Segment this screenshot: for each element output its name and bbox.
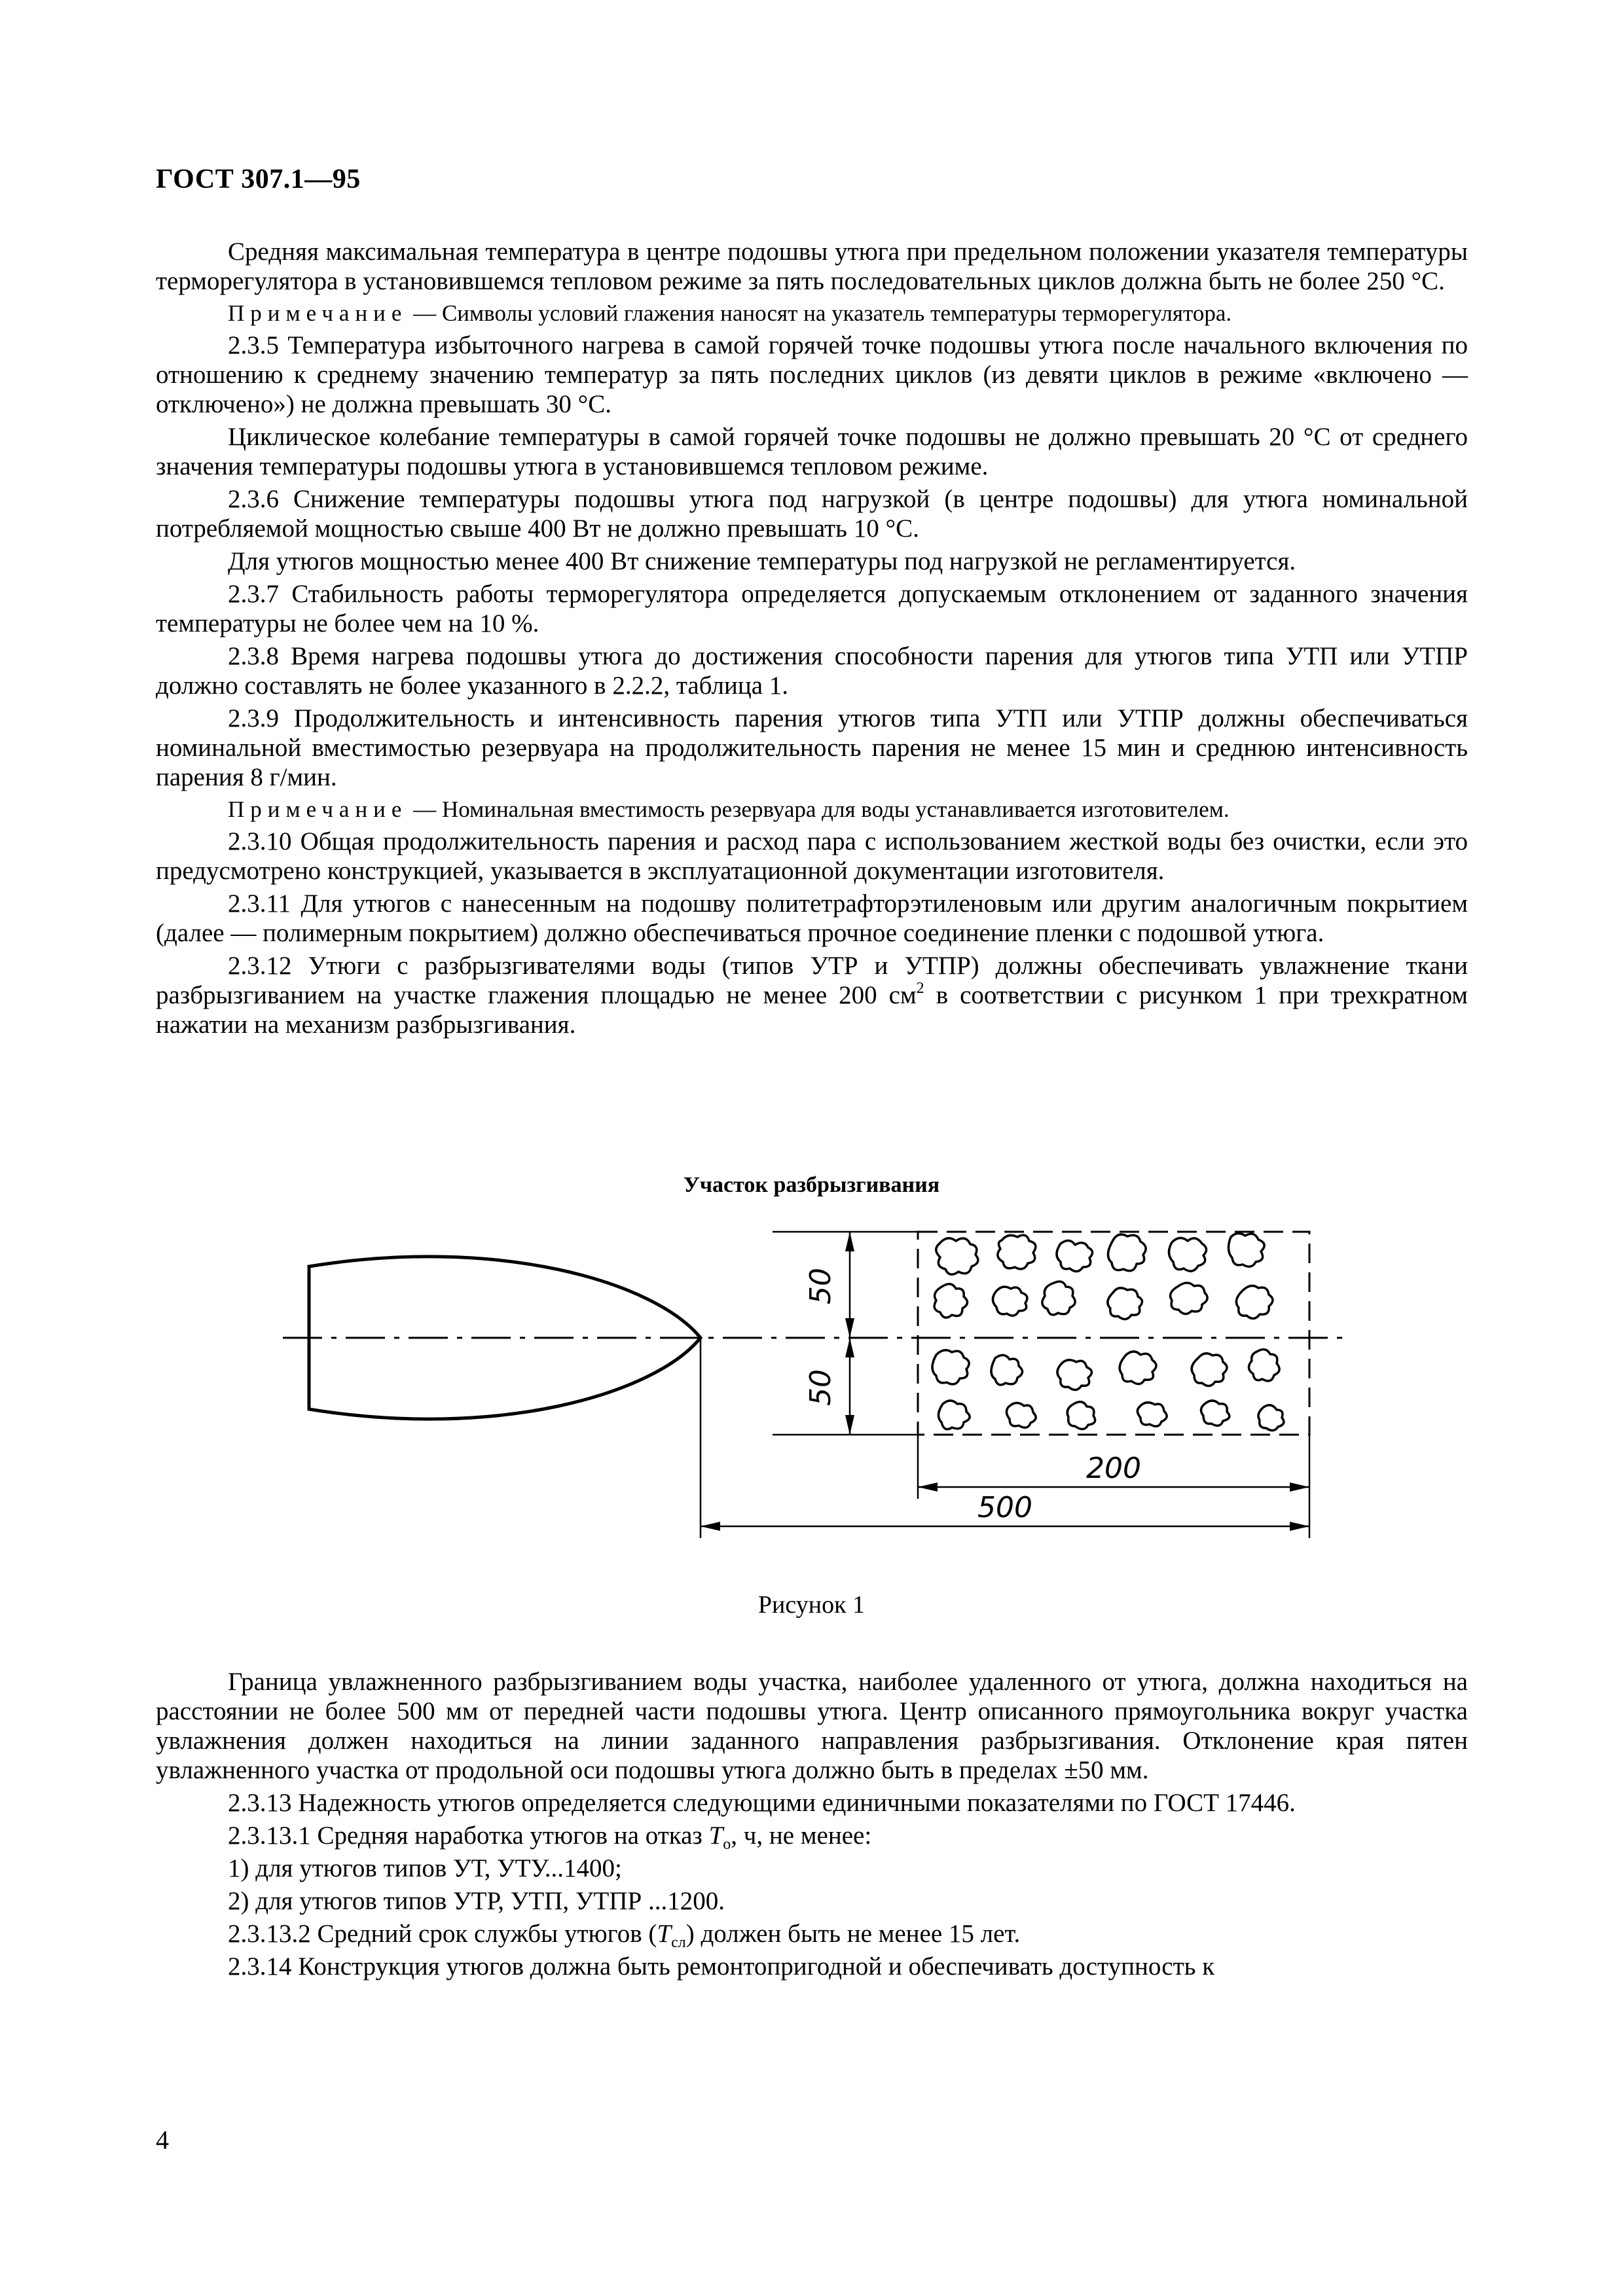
- paragraph-2-3-6: 2.3.6 Снижение температуры подошвы утюга под нагрузкой (в центре подошвы) для утюга номинальной потребляемой мощностью свыше 400 Вт не должно превышать 10 °С.: [156, 485, 1468, 543]
- note-text: — Номинальная вместимость резервуара для воды устанавливается изготовителем.: [407, 797, 1230, 822]
- arrow-head: [845, 1232, 854, 1251]
- note-label: Примечание: [228, 797, 408, 822]
- spray-spot: [1042, 1282, 1075, 1315]
- spray-spot: [936, 1238, 978, 1274]
- dimension-label-bottom: 50: [804, 1369, 837, 1406]
- spray-spot: [1120, 1352, 1156, 1384]
- figure-caption: Рисунок 1: [757, 1591, 866, 1619]
- variable: Т: [708, 1821, 723, 1850]
- spray-spot: [1108, 1234, 1146, 1271]
- spray-spot: [1067, 1402, 1095, 1429]
- page-number: 4: [156, 2125, 169, 2155]
- note-text: — Символы условий глажения наносят на указатель температуры терморегулятора.: [407, 300, 1232, 326]
- text-span: 2.3.13.1 Средняя наработка утюгов на отказ: [228, 1821, 709, 1850]
- list-item: 1) для утюгов типов УТ, УТУ...1400;: [228, 1854, 622, 1882]
- note-label: Примечание: [228, 300, 408, 326]
- paragraph-2-3-13-2: [156, 1919, 1468, 1951]
- paragraph-2-3-8: 2.3.8 Время нагрева подошвы утюга до достижения способности парения для утюгов типа УТП или УТПР должно составлять не более указанного в 2.2.2, таблица 1.: [156, 642, 1468, 700]
- paragraph-2-3-7: 2.3.7 Стабильность работы терморегулятора определяется допускаемым отклонением от заданного значения температуры не более чем на 10 %.: [156, 580, 1468, 637]
- text-span: 2.3.13.2 Средний срок службы утюгов (: [228, 1920, 657, 1948]
- paragraph-2-3-11: 2.3.11 Для утюгов с нанесенным на подошву политетрафторэтиленовым или другим аналогичным покрытием (далее — полимерным покрытием) должно обеспечиваться прочное соединение пленки с подошвой утюга.: [156, 889, 1468, 947]
- arrow-head: [845, 1338, 854, 1357]
- paragraph: Циклическое колебание температуры в самой горячей точке подошвы не должно превышать 20 °С от среднего значения температуры подошвы утюга в установившемся тепловом режиме.: [156, 423, 1468, 480]
- paragraph: Граница увлажненного разбрызгиванием воды участка, наиболее удаленного от утюга, должна находиться на расстоянии не более 500 мм от передней части подошвы утюга. Центр описанного прямоугольника вокруг участка увлажнения должен находиться на линии заданного направления разбрызгивания. Отклонение края пятен увлажненного участка от продольной оси подошвы утюга должно быть в пределах ±50 мм.: [156, 1668, 1468, 1784]
- text-span: 2.3.12 Утюги с разбрызгивателями воды (типов УТР и УТПР) должны обеспечивать увлажнение ткани разбрызгиванием на участке глажения площадью не менее 200 см: [156, 952, 1468, 1009]
- spray-spot: [934, 1284, 967, 1318]
- paragraph: Для утюгов мощностью менее 400 Вт снижение температуры под нагрузкой не регламентируется.: [228, 547, 1296, 575]
- spray-spot: [1057, 1240, 1093, 1271]
- spray-spot: [991, 1355, 1023, 1384]
- paragraph-2-3-13-1: [156, 1821, 1468, 1853]
- paragraph-2-3-13: 2.3.13 Надежность утюгов определяется следующими единичными показателями по ГОСТ 17446.: [228, 1789, 1296, 1817]
- variable: Т: [657, 1920, 672, 1948]
- spray-spots: [932, 1233, 1284, 1430]
- paragraph-2-3-5: 2.3.5 Температура избыточного нагрева в самой горячей точке подошвы утюга после начального включения по отношению к среднему значению температур за пять последних циклов (из девяти циклов в режиме «включено — отключено») не должна превышать 30 °С.: [156, 331, 1468, 418]
- spray-spot: [1171, 1283, 1208, 1314]
- spray-spot: [1228, 1233, 1264, 1266]
- spray-spot: [1192, 1354, 1227, 1386]
- subscript: сл: [671, 1934, 686, 1951]
- dimension-label-width: 200: [1086, 1452, 1141, 1485]
- document-header: ГОСТ 307.1—95: [156, 164, 361, 194]
- subscript: о: [723, 1836, 731, 1853]
- arrow-head: [1290, 1522, 1309, 1531]
- spray-spot: [932, 1350, 969, 1384]
- text-span: в соответствии с рисунком 1 при трехкратном нажатии на механизм разбрызгивания.: [156, 981, 1468, 1039]
- spray-spot: [1236, 1285, 1273, 1318]
- spray-spot: [1057, 1360, 1092, 1390]
- list-item: 2) для утюгов типов УТР, УТП, УТПР ...1200.: [228, 1887, 725, 1915]
- text-block-bottom: [156, 1667, 1468, 1984]
- figure-title: Участок разбрызгивания: [683, 1173, 940, 1197]
- text-span: , ч, не менее:: [731, 1821, 872, 1850]
- spray-spot: [1201, 1401, 1229, 1426]
- arrow-head: [701, 1522, 720, 1531]
- spray-spot: [1006, 1403, 1036, 1427]
- spray-spot: [998, 1235, 1036, 1269]
- paragraph-2-3-9: 2.3.9 Продолжительность и интенсивность парения утюгов типа УТП или УТПР должны обеспечиваться номинальной вместимостью резервуара на продолжительность парения не менее 15 мин и среднюю интенсивность парения 8 г/мин.: [156, 704, 1468, 791]
- spray-spot: [1258, 1405, 1284, 1431]
- superscript: 2: [916, 980, 924, 997]
- spray-spot: [993, 1287, 1027, 1316]
- dimension-label-distance: 500: [977, 1491, 1032, 1524]
- spray-spot: [938, 1401, 970, 1429]
- arrow-head: [918, 1482, 938, 1492]
- paragraph-2-3-14: 2.3.14 Конструкция утюгов должна быть ремонтопригодной и обеспечивать доступность к: [228, 1952, 1215, 1981]
- arrow-head: [1290, 1482, 1309, 1492]
- text-span: ) должен быть не менее 15 лет.: [685, 1920, 1021, 1948]
- spray-spot: [1169, 1238, 1206, 1271]
- arrow-head: [845, 1415, 854, 1435]
- spray-spot: [1249, 1350, 1279, 1381]
- paragraph-2-3-10: 2.3.10 Общая продолжительность парения и расход пара с использованием жесткой воды без очистки, если это предусмотрено конструкцией, указывается в эксплуатационной документации изготовителя.: [156, 827, 1468, 885]
- paragraph: Средняя максимальная температура в центре подошвы утюга при предельном положении указателя температуры терморегулятора в установившемся тепловом режиме за пять последовательных циклов должна быть не более 250 °С.: [156, 238, 1468, 295]
- arrow-head: [845, 1318, 854, 1338]
- dimension-label-top: 50: [804, 1268, 837, 1304]
- spray-spot: [1108, 1288, 1142, 1319]
- spray-spot: [1137, 1403, 1167, 1426]
